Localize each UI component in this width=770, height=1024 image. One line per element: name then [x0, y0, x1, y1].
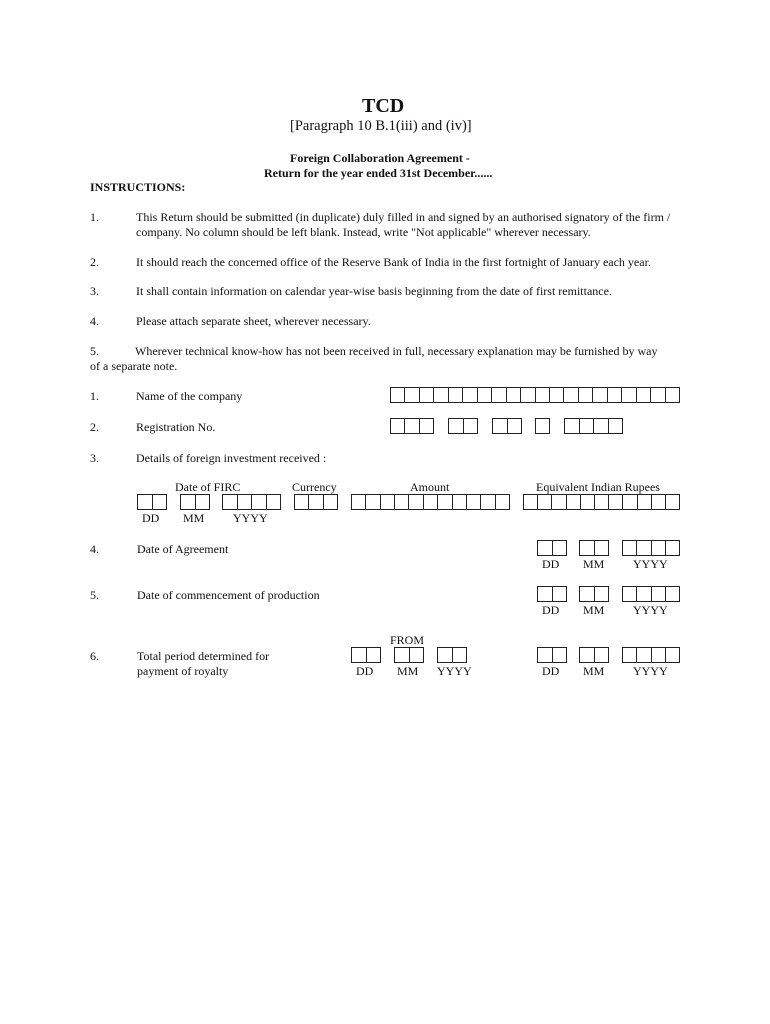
amount-header: Amount [410, 480, 450, 494]
indian-rupees-header: Equivalent Indian Rupees [536, 480, 660, 494]
field-number: 3. [90, 451, 99, 465]
registration-boxes-1[interactable] [390, 418, 434, 434]
currency-header: Currency [292, 480, 337, 494]
field-number: 4. [90, 542, 99, 556]
yyyy-label: YYYY [633, 603, 668, 617]
agreement-date-label: Date of Agreement [137, 542, 229, 556]
yyyy-label: YYYY [437, 664, 472, 678]
royalty-to-dd-boxes[interactable] [537, 647, 567, 663]
registration-label: Registration No. [136, 420, 216, 434]
yyyy-label: YYYY [633, 557, 668, 571]
instruction-number: 4. [90, 314, 99, 328]
instruction-number: 5. [90, 344, 99, 358]
dd-label: DD [356, 664, 374, 678]
mm-label: MM [583, 557, 605, 571]
instruction-text: It shall contain information on calendar year-wise basis beginning from the date of first remittance. [136, 284, 612, 298]
production-date-label: Date of commencement of production [137, 588, 320, 602]
registration-boxes-2[interactable] [448, 418, 478, 434]
subtitle-line-1: Foreign Collaboration Agreement - [290, 151, 470, 165]
form-title: TCD [362, 95, 405, 117]
mm-label: MM [397, 664, 419, 678]
company-name-boxes[interactable] [390, 387, 680, 403]
mm-label: MM [583, 603, 605, 617]
mm-label: MM [183, 511, 205, 525]
instruction-text: Wherever technical know-how has not been received in full, necessary explanation may be furnished by way of a separate note. [90, 344, 658, 373]
yyyy-label: YYYY [233, 511, 268, 525]
foreign-investment-label: Details of foreign investment received : [136, 451, 327, 465]
instructions-heading: INSTRUCTIONS: [90, 180, 186, 194]
field-number: 5. [90, 588, 99, 602]
instruction-number: 1. [90, 210, 99, 224]
dd-label: DD [142, 511, 160, 525]
registration-boxes-3[interactable] [492, 418, 522, 434]
yyyy-label: YYYY [633, 664, 668, 678]
agreement-yyyy-boxes[interactable] [622, 540, 680, 556]
firc-dd-boxes[interactable] [137, 494, 167, 510]
agreement-mm-boxes[interactable] [579, 540, 609, 556]
royalty-to-mm-boxes[interactable] [579, 647, 609, 663]
production-yyyy-boxes[interactable] [622, 586, 680, 602]
production-mm-boxes[interactable] [579, 586, 609, 602]
dd-label: DD [542, 664, 560, 678]
royalty-from-mm-boxes[interactable] [394, 647, 424, 663]
firc-mm-boxes[interactable] [180, 494, 210, 510]
instruction-text: Please attach separate sheet, wherever necessary. [136, 314, 371, 328]
royalty-period-label-2: payment of royalty [137, 664, 229, 678]
royalty-to-yyyy-boxes[interactable] [622, 647, 680, 663]
royalty-from-yyyy-boxes[interactable] [437, 647, 467, 663]
dd-label: DD [542, 557, 560, 571]
company-name-label: Name of the company [136, 389, 243, 403]
royalty-period-label-1: Total period determined for [137, 649, 270, 663]
subtitle-line-2: Return for the year ended 31st December...... [264, 166, 493, 180]
dd-label: DD [542, 603, 560, 617]
from-label: FROM [390, 633, 425, 647]
registration-boxes-5[interactable] [564, 418, 623, 434]
field-number: 1. [90, 389, 99, 403]
date-of-firc-header: Date of FIRC [175, 480, 241, 494]
currency-boxes[interactable] [294, 494, 338, 510]
field-number: 6. [90, 649, 99, 663]
field-number: 2. [90, 420, 99, 434]
amount-boxes[interactable] [351, 494, 510, 510]
instruction-text: This Return should be submitted (in duplicate) duly filled in and signed by an authorised signatory of the firm / company. No column should be left blank. Instead, write "Not applicable" wherever necessary. [136, 210, 671, 239]
instruction-number: 2. [90, 255, 99, 269]
royalty-from-dd-boxes[interactable] [351, 647, 381, 663]
instruction-number: 3. [90, 284, 99, 298]
agreement-dd-boxes[interactable] [537, 540, 567, 556]
indian-rupees-boxes[interactable] [523, 494, 680, 510]
registration-boxes-4[interactable] [535, 418, 550, 434]
mm-label: MM [583, 664, 605, 678]
production-dd-boxes[interactable] [537, 586, 567, 602]
paragraph-reference: [Paragraph 10 B.1(iii) and (iv)] [290, 118, 472, 134]
firc-yyyy-boxes[interactable] [222, 494, 281, 510]
instruction-text: It should reach the concerned office of the Reserve Bank of India in the first fortnight of January each year. [136, 255, 651, 269]
